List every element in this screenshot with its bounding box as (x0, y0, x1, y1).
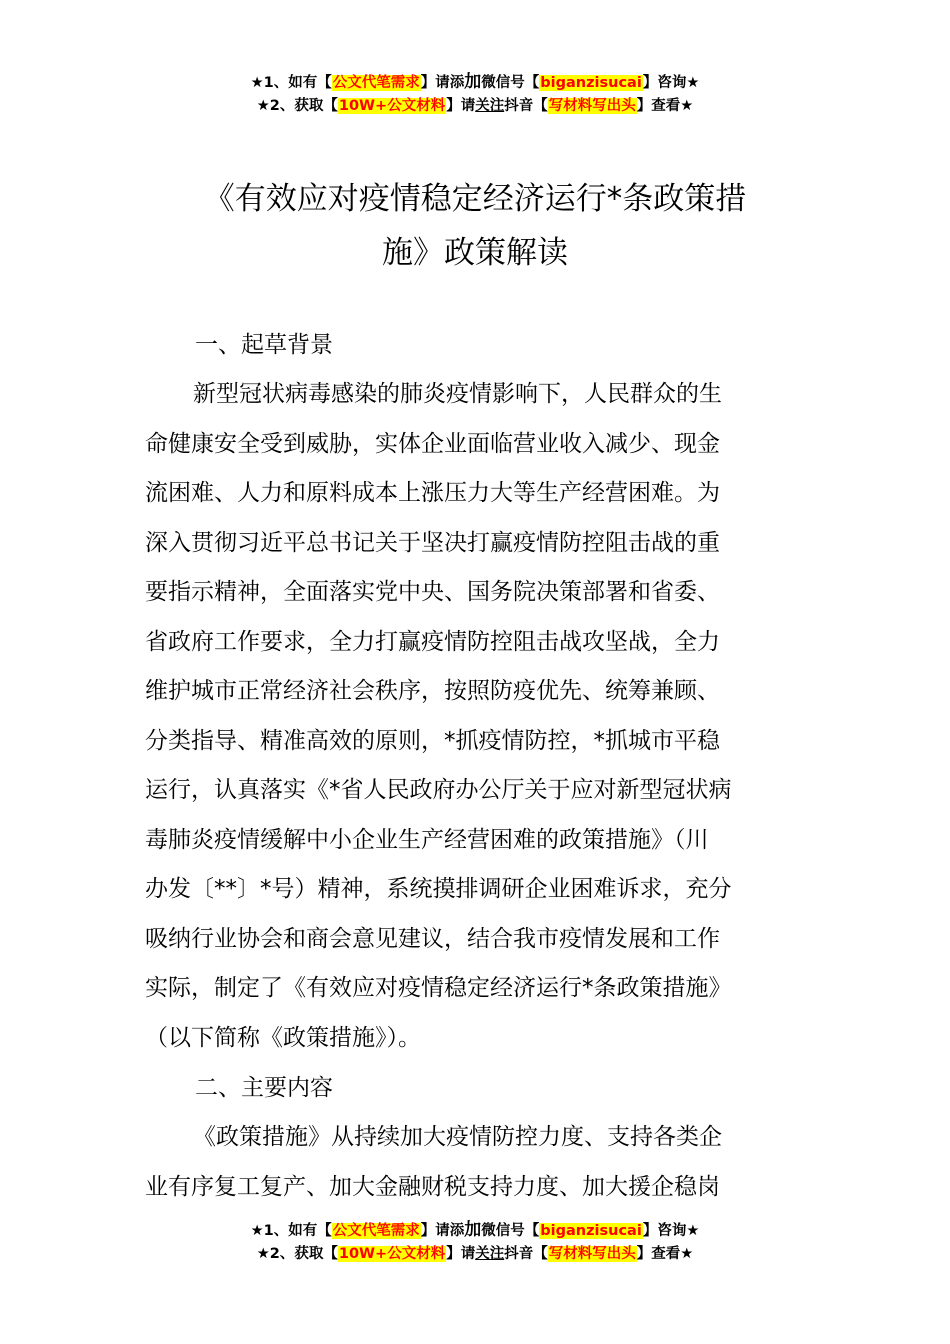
banner-line-2 (0, 1242, 950, 1266)
banner-text: ★1、如有【 (250, 75, 332, 91)
paragraph-line: 分类指导、精准高效的原则，*抓疫情防控，*抓城市平稳 (145, 727, 720, 754)
banner-douyin-id: 写材料写出头 (548, 1246, 636, 1262)
banner-text: 抖音【 (504, 1246, 548, 1262)
paragraph-line: 要指示精神，全面落实党中央、国务院决策部署和省委、 (145, 579, 720, 605)
banner-line-1 (0, 1218, 950, 1242)
paragraph-line: 命健康安全受到威胁，实体企业面临营业收入减少、现金 (145, 430, 720, 457)
paragraph-line: 流困难、人力和原料成本上涨压力大等生产经营困难。为 (145, 480, 720, 506)
banner-text: ★2、获取【 (256, 98, 338, 114)
section-heading: 一、起草背景 (195, 332, 333, 358)
banner-douyin-id: 写材料写出头 (548, 98, 636, 114)
banner-line-2 (0, 94, 950, 118)
banner-text: 】查看★ (636, 98, 694, 114)
banner-text: 关注 (475, 98, 505, 114)
banner-text: 】咨询★ (642, 75, 700, 91)
document-body (145, 320, 805, 1212)
paragraph-line: 深入贯彻习近平总书记关于坚决打赢疫情防控阻击战的重 (145, 529, 720, 556)
title-line-1: 《有效应对疫情稳定经济运行*条政策措 (203, 181, 747, 217)
banner-wechat-id: biganzisucai (540, 1223, 642, 1239)
banner-text: 加 (464, 1220, 482, 1240)
banner-text: 】请 (446, 98, 476, 114)
banner-highlight: 10W+公文材料 (338, 1246, 446, 1262)
section-heading: 二、主要内容 (195, 1075, 333, 1101)
banner-text: 抖音【 (504, 98, 548, 114)
bottom-banner (0, 1218, 950, 1266)
banner-line-1 (0, 70, 950, 94)
paragraph-line: 毒肺炎疫情缓解中小企业生产经营困难的政策措施》（川 (145, 826, 709, 853)
paragraph-line: 吸纳行业协会和商会意见建议，结合我市疫情发展和工作 (145, 925, 720, 952)
paragraph-line: 办发〔**〕*号）精神，系统摸排调研企业困难诉求，充分 (145, 876, 732, 902)
paragraph-line: 新型冠状病毒感染的肺炎疫情影响下，人民群众的生 (193, 381, 722, 407)
banner-text: 】查看★ (636, 1246, 694, 1262)
banner-text: 加 (464, 72, 482, 92)
banner-text: 微信号【 (481, 75, 540, 91)
banner-text: ★2、获取【 (256, 1246, 338, 1262)
document-title (0, 172, 950, 280)
paragraph-line: 维护城市正常经济社会秩序，按照防疫优先、统筹兼顾、 (145, 678, 720, 704)
paragraph-line: 《政策措施》从持续加大疫情防控力度、支持各类企 (193, 1124, 722, 1150)
paragraph-line: 业有序复工复产、加大金融财税支持力度、加大援企稳岗 (145, 1173, 720, 1200)
title-line-2: 施》政策解读 (382, 235, 568, 271)
banner-text: 微信号【 (481, 1223, 540, 1239)
banner-text: 关注 (475, 1246, 505, 1262)
paragraph-line: 省政府工作要求，全力打赢疫情防控阻击战攻坚战，全力 (145, 628, 720, 655)
banner-highlight: 公文代笔需求 (332, 1223, 420, 1239)
banner-wechat-id: biganzisucai (540, 75, 642, 91)
banner-text: 】请添 (420, 75, 465, 91)
top-banner (0, 70, 950, 118)
banner-text: 】请添 (420, 1223, 465, 1239)
paragraph-line: 实际，制定了《有效应对疫情稳定经济运行*条政策措施》 (145, 975, 732, 1001)
banner-highlight: 10W+公文材料 (338, 98, 446, 114)
paragraph-line: 运行，认真落实《*省人民政府办公厅关于应对新型冠状病 (145, 777, 732, 803)
banner-highlight: 公文代笔需求 (332, 75, 420, 91)
paragraph-line: （以下简称《政策措施》）。 (145, 1024, 421, 1051)
banner-text: ★1、如有【 (250, 1223, 332, 1239)
banner-text: 】咨询★ (642, 1223, 700, 1239)
banner-text: 】请 (446, 1246, 476, 1262)
